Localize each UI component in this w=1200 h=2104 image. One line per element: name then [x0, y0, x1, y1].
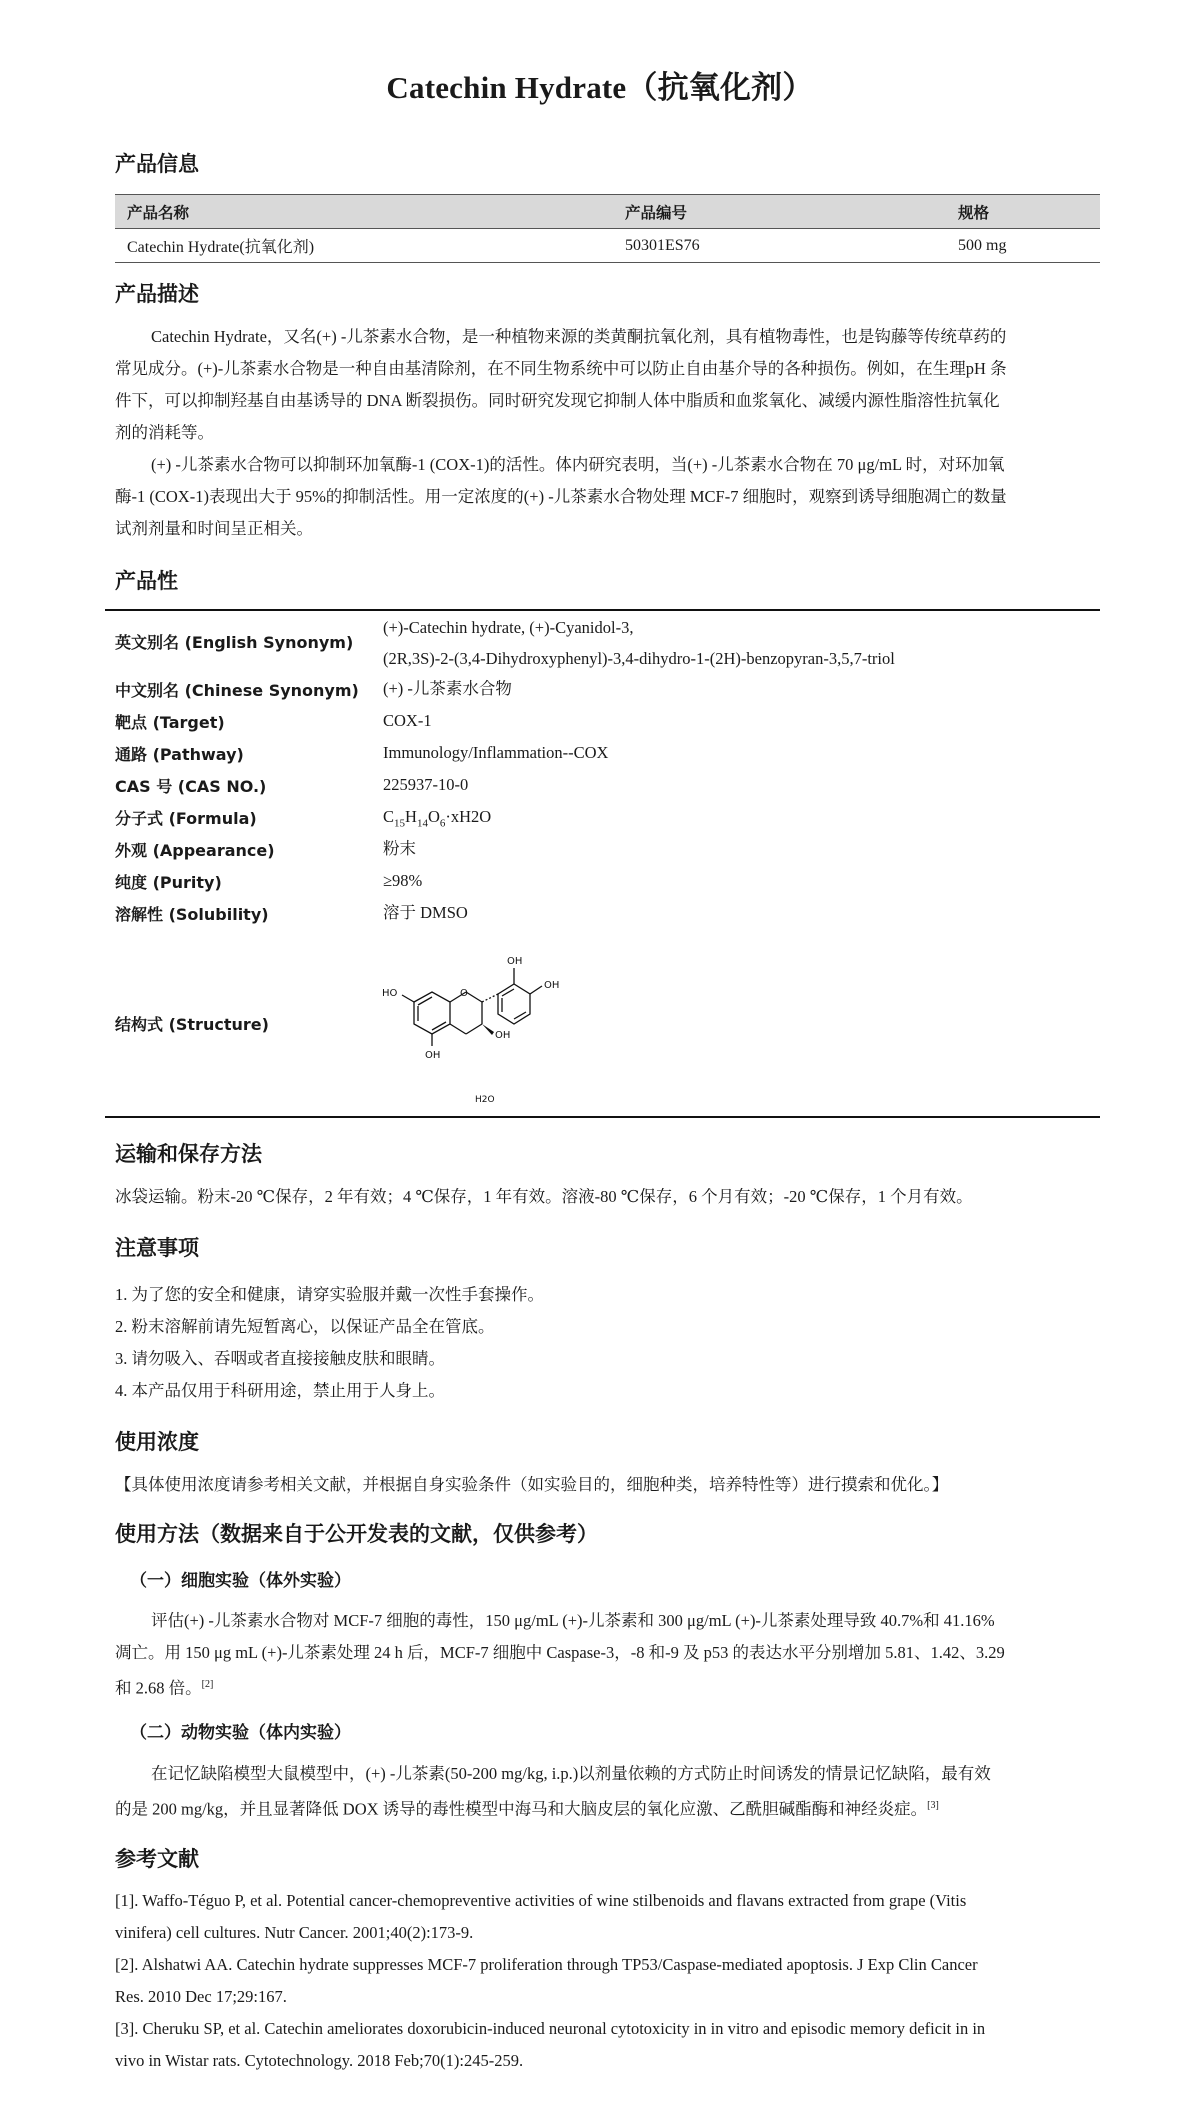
property-label: 中文别名 (Chinese Synonym) [115, 681, 359, 700]
table-top-rule [105, 609, 1100, 611]
property-label: 纯度 (Purity) [115, 873, 222, 892]
page-title: Catechin Hydrate（抗氧化剂） [386, 70, 814, 105]
structure-label-oh: OH [544, 980, 560, 991]
description-line: 酶-1 (COX-1)表现出大于 95%的抑制活性。用一定浓度的(+) -儿茶素水合物处理 MCF-7 细胞时，观察到诱导细胞凋亡的数量 [115, 487, 1007, 506]
reference-line: [2]. Alshatwi AA. Catechin hydrate suppresses MCF-7 proliferation through TP53/Caspase-mediated apoptosis. J Exp Clin Cancer [115, 1955, 978, 1974]
product-info-table [115, 194, 1100, 263]
animal-experiment-line: 的是 200 mg/kg，并且显著降低 DOX 诱导的毒性模型中海马和大脑皮层的氧化应激、乙酰胆碱酯酶和神经炎症。[3] [115, 1799, 939, 1819]
property-value: 溶于 DMSO [383, 903, 468, 922]
product-name-cell: Catechin Hydrate(抗氧化剂) [115, 229, 613, 263]
description-line: 试剂剂量和时间呈正相关。 [115, 519, 313, 538]
property-value: (2R,3S)-2-(3,4-Dihydroxyphenyl)-3,4-dihydro-1-(2H)-benzopyran-3,5,7-triol [383, 649, 895, 668]
structure-label-ho: HO [382, 988, 398, 999]
product-spec-cell: 500 mg [946, 229, 1100, 263]
properties-heading: 产品性 [115, 569, 178, 593]
description-heading: 产品描述 [115, 282, 199, 306]
animal-experiment-line: 在记忆缺陷模型大鼠模型中，(+) -儿茶素(50-200 mg/kg, i.p.)以剂量依赖的方式防止时间诱发的情景记忆缺陷，最有效 [151, 1764, 991, 1783]
column-header-product-number: 产品编号 [613, 195, 946, 229]
property-value: 225937-10-0 [383, 775, 469, 794]
animal-experiment-heading: （二）动物实验（体内实验） [130, 1723, 351, 1743]
property-value: (+)-Catechin hydrate, (+)-Cyanidol-3, [383, 618, 634, 637]
cell-experiment-line: 和 2.68 倍。[2] [115, 1678, 214, 1698]
concentration-text: 【具体使用浓度请参考相关文献，并根据自身实验条件（如实验目的，细胞种类，培养特性等）进行摸索和优化。】 [115, 1475, 949, 1494]
property-label: 溶解性 (Solubility) [115, 905, 269, 924]
description-line: 常见成分。(+)-儿茶素水合物是一种自由基清除剂，在不同生物系统中可以防止自由基介导的各种损伤。例如，在生理pH 条 [115, 359, 1007, 378]
citation-marker: [3] [927, 1800, 939, 1811]
property-value: COX-1 [383, 711, 432, 730]
property-value: ≥98% [383, 871, 423, 890]
cell-experiment-line: 评估(+) -儿茶素水合物对 MCF-7 细胞的毒性，150 μg/mL (+)-儿茶素和 300 μg/mL (+)-儿茶素处理导致 40.7%和 41.16% [151, 1611, 995, 1630]
storage-heading: 运输和保存方法 [115, 1142, 262, 1166]
table-bottom-rule [105, 1116, 1100, 1118]
property-label: 通路 (Pathway) [115, 745, 244, 764]
structure-label-water: H2O [475, 1095, 495, 1105]
structure-wedge-bond [482, 1024, 494, 1035]
reference-line: Res. 2010 Dec 17;29:167. [115, 1987, 287, 2006]
column-header-spec: 规格 [946, 195, 1100, 229]
citation-marker: [2] [201, 1679, 214, 1690]
property-label: CAS 号 (CAS NO.) [115, 777, 267, 796]
property-label: 外观 (Appearance) [115, 841, 275, 860]
description-line: 件下，可以抑制羟基自由基诱导的 DNA 断裂损伤。同时研究发现它抑制人体中脂质和血浆氧化、减缓内源性脂溶性抗氧化 [115, 391, 1000, 410]
structure-bonds [402, 968, 542, 1046]
storage-text: 冰袋运输。粉末-20 ℃保存，2 年有效；4 ℃保存，1 年有效。溶液-80 ℃保存，6 个月有效；-20 ℃保存，1 个月有效。 [115, 1187, 973, 1206]
table-row [115, 229, 1100, 263]
list-item: 3. 请勿吸入、吞咽或者直接接触皮肤和眼睛。 [115, 1349, 445, 1368]
list-item: 4. 本产品仅用于科研用途，禁止用于人身上。 [115, 1381, 445, 1400]
property-value: (+) -儿茶素水合物 [383, 679, 512, 698]
list-item: 1. 为了您的安全和健康，请穿实验服并戴一次性手套操作。 [115, 1285, 544, 1304]
product-info-heading: 产品信息 [115, 152, 199, 176]
list-item: 2. 粉末溶解前请先短暂离心，以保证产品全在管底。 [115, 1317, 495, 1336]
formula-value: $C_{15}H_{14}O_6\cdot xH2O$ [383, 807, 492, 830]
property-label: 英文别名 (English Synonym) [115, 633, 354, 652]
table-header-row [115, 195, 1100, 229]
property-value: Immunology/Inflammation--COX [383, 743, 609, 762]
property-label: 分子式 (Formula) [115, 809, 257, 828]
structure-label-oh: OH [495, 1030, 511, 1041]
property-value: 粉末 [383, 839, 416, 858]
property-label: 结构式 (Structure) [115, 1015, 269, 1034]
structure-label-oh: OH [507, 956, 523, 967]
reference-line: vivo in Wistar rats. Cytotechnology. 2018 Feb;70(1):245-259. [115, 2051, 524, 2070]
structure-label-oh: OH [425, 1050, 441, 1061]
description-line: 剂的消耗等。 [115, 423, 214, 442]
cell-experiment-heading: （一）细胞实验（体外实验） [130, 1571, 351, 1591]
cell-experiment-line: 凋亡。用 150 μg mL (+)-儿茶素处理 24 h 后，MCF-7 细胞中 Caspase-3，-8 和-9 及 p53 的表达水平分别增加 5.81、1.42、3.29 [115, 1643, 1005, 1662]
usage-heading: 使用方法（数据来自于公开发表的文献，仅供参考） [115, 1522, 598, 1546]
concentration-heading: 使用浓度 [115, 1430, 199, 1454]
references-heading: 参考文献 [115, 1847, 199, 1871]
description-line: Catechin Hydrate，又名(+) -儿茶素水合物，是一种植物来源的类黄酮抗氧化剂，具有植物毒性，也是钩藤等传统草药的 [151, 327, 1007, 346]
reference-line: vinifera) cell cultures. Nutr Cancer. 2001;40(2):173-9. [115, 1923, 474, 1942]
product-number-cell: 50301ES76 [613, 229, 946, 263]
chemical-structure-image [378, 928, 608, 1110]
column-header-product-name: 产品名称 [115, 195, 613, 229]
reference-line: [1]. Waffo-Téguo P, et al. Potential cancer-chemopreventive activities of wine stilbenoids and flavans extracted from grape (Vitis [115, 1891, 967, 1910]
description-line: (+) -儿茶素水合物可以抑制环加氧酶-1 (COX-1)的活性。体内研究表明，当(+) -儿茶素水合物在 70 μg/mL 时，对环加氧 [151, 455, 1005, 474]
notes-heading: 注意事项 [115, 1236, 199, 1260]
property-label: 靶点 (Target) [115, 713, 225, 732]
structure-ring-oxygen: O [460, 988, 468, 999]
reference-line: [3]. Cheruku SP, et al. Catechin ameliorates doxorubicin-induced neuronal cytotoxicity in in vitro and episodic memory deficit in in [115, 2019, 986, 2038]
